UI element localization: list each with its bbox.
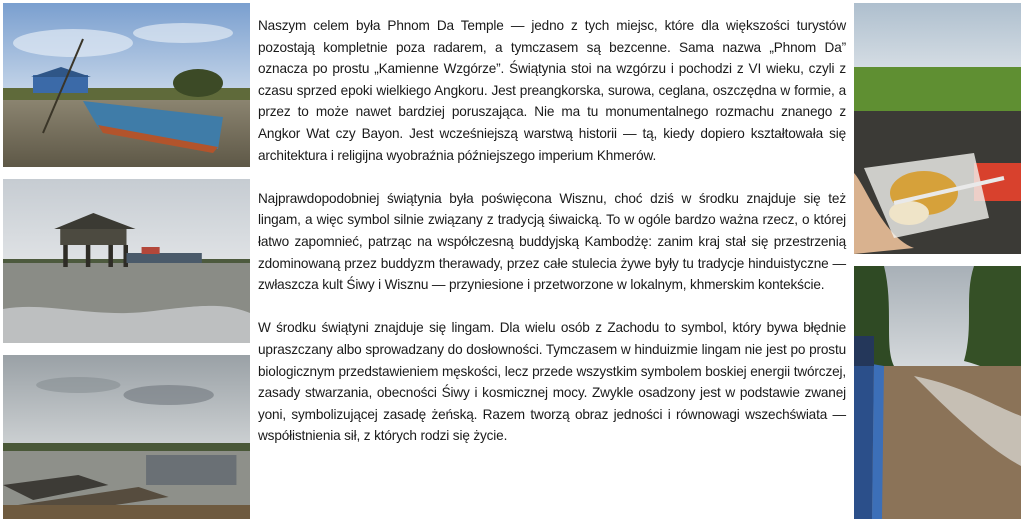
photo-stilt-house-on-water bbox=[3, 179, 250, 343]
paragraph-lingam: W środku świątyni znajduje się lingam. Dla wielu osób z Zachodu to symbol, który bywa błędnie upraszczany albo sprowadzany do dosłowności. Tymczasem w hinduizmie lingam nie jest po prostu biologicznym przedstawieniem męskości, lecz przede wszystkim symbolem boskiej energii twórczej, zasady stwarzania, obecności Śiwy i kosmicznej mocy. Zwykle osadzony jest w podstawie zwanej yoni, symbolizującej zasadę żeńską. Razem tworzą obraz jedności i równowagi wszechświata — współistnienia sił, z których rodzi się życie. bbox=[258, 320, 846, 444]
paragraph-phnom-da-intro: Naszym celem była Phnom Da Temple — jedno z tych miejsc, które dla większości turystów pozostają kompletnie poza radarem, a tymczasem są bezcenne. Sama nazwa „Phnom Da” oznacza po prostu „Kamienne Wzgórze”. Świątynia stoi na wzgórzu i pochodzi z VI wieku, czyli z czasu sprzed epoki wielkiego Angkoru. Jest preangkorska, surowa, ceglana, oszczędna w formie, a przez to może nawet bardziej poruszająca. Nie ma tu monumentalnego rozmachu znanego z Angkor Wat czy Bayon. Jest wcześniejszą warstwą historii — tą, kiedy dopiero kształtowała się architektura i religijna wyobraźnia późniejszego imperium Khmerów. bbox=[258, 18, 846, 163]
photo-boat-at-shore bbox=[3, 3, 250, 167]
photo-boat-on-river bbox=[854, 266, 1021, 519]
photo-boats-in-harbour bbox=[3, 355, 250, 519]
photo-rice-field-and-meal bbox=[854, 3, 1021, 254]
paragraph-vishnu-dedication: Najprawdopodobniej świątynia była poświęcona Wisznu, choć dziś w środku znajduje się też lingam, a więc symbol silnie związany z tradycją śiwaicką. To w ogóle bardzo ważna rzecz, o której łatwo zapomnieć, patrząc na współczesną buddyjską Kambodżę: zanim kraj stał się przestrzenią zdominowaną przez buddyzm therawady, przez całe stulecia żywe były tu tradycje hinduistyczne — zwłaszcza kult Śiwy i Wisznu — przyniesione i przetworzone w lokalnym, khmerskim kontekście. bbox=[258, 190, 846, 293]
article-text bbox=[258, 15, 846, 447]
